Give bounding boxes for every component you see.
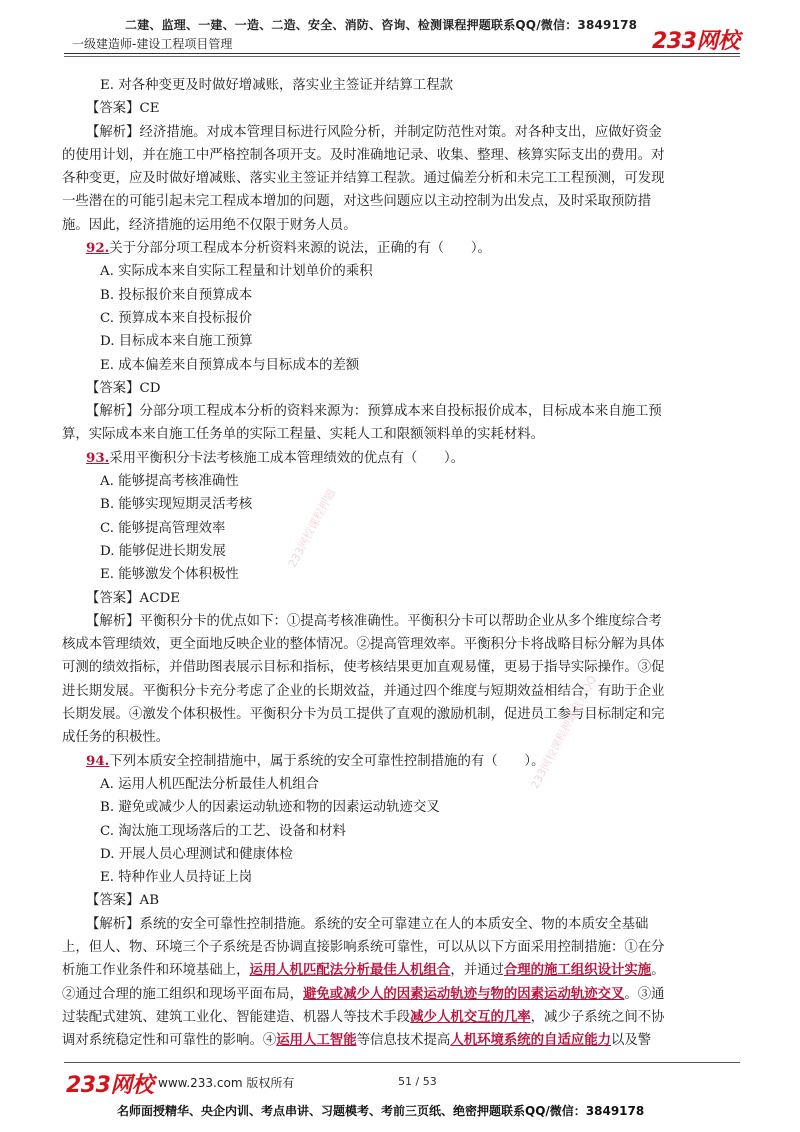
text-span: 关于分部分项工程成本分析资料来源的说法，正确的有（ ）。 (109, 241, 491, 257)
text-span: 成任务的积极性。 (62, 730, 170, 746)
header-banner: 二建、监理、一建、一造、二造、安全、消防、咨询、检测课程押题联系QQ/微信：3849178 (125, 18, 638, 32)
header-rule-thin (64, 56, 740, 57)
text-span: 可测的绩效指标，并借助图表展示目标和指标，使考核结果更加直观易懂，更易于指导实际操作。③促 (62, 660, 665, 676)
text-span: ，减少子系统之间不协 (530, 1009, 665, 1025)
text-line (86, 843, 736, 866)
text-line (86, 447, 736, 470)
watermark: 233网校课程押题联系QQ (528, 673, 599, 792)
text-span: 调对系统稳定性和可靠性的影响。④ (62, 1033, 277, 1049)
text-line (86, 773, 736, 796)
text-span: D. 开展人员心理测试和健康体检 (100, 846, 293, 862)
highlighted-text: 减少人机交互的几率 (410, 1008, 531, 1025)
text-span: 析施工作业条件和环境基础上， (62, 963, 250, 979)
text-span: 。 (651, 963, 665, 979)
text-span: E. 成本偏差来自预算成本与目标成本的差额 (100, 357, 360, 373)
text-span: E. 特种作业人员持证上岗 (100, 870, 253, 886)
page-number: 51 / 53 (398, 1075, 437, 1088)
text-span: ，并通过 (450, 963, 504, 979)
text-span: C. 预算成本来自投标报价 (100, 310, 253, 326)
text-line (86, 400, 736, 423)
text-line (62, 423, 736, 446)
text-span: 等信息技术提高 (356, 1033, 451, 1049)
footer-ad: 名师面授精华、央企内训、考点串讲、习题模考、考前三页纸、绝密押题联系QQ/微信：3849178 (117, 1104, 645, 1118)
text-span: E. 能够激发个体积极性 (100, 567, 239, 583)
text-line (62, 144, 736, 167)
text-line (62, 633, 736, 656)
text-line (86, 913, 736, 936)
highlighted-text: 运用人机匹配法分析最佳人机组合 (249, 962, 451, 979)
text-span: 上，但人、物、环境三个子系统是否协调直接影响系统可靠性，可以从以下方面采用控制措施：①在分 (62, 939, 665, 955)
text-line (86, 610, 736, 633)
text-span: ②通过合理的施工组织和现场平面布局， (62, 986, 304, 1002)
document-body (62, 74, 736, 1052)
text-line (62, 190, 736, 213)
text-line (86, 820, 736, 843)
text-span: 一些潜在的可能引起未完工程成本增加的问题，对这些问题应以主动控制为出发点，及时采取预防措 (62, 194, 652, 210)
text-span: D. 目标成本来自施工预算 (100, 334, 253, 350)
highlighted-text: 合理的施工组织设计实施 (503, 962, 652, 979)
text-span: 长期发展。④激发个体积极性。平衡积分卡为员工提供了直观的激励机制，促进员工参与目标制定和完 (62, 707, 665, 723)
text-span: C. 淘汰施工现场落后的工艺、设备和材料 (100, 823, 346, 839)
text-span: 【解析】平衡积分卡的优点如下：①提高考核准确性。平衡积分卡可以帮助企业从多个维度综合考 (86, 613, 662, 629)
text-span: 算，实际成本来自施工任务单的实际工程量、实耗人工和限额领料单的实耗材料。 (62, 427, 545, 443)
text-span: 过装配式建筑、建筑工业化、智能建造、机器人等技术手段 (62, 1009, 411, 1025)
text-span: B. 能够实现短期灵活考核 (100, 497, 253, 513)
text-line (86, 470, 736, 493)
text-span: B. 投标报价来自预算成本 (100, 287, 253, 303)
text-span: 。③通 (624, 986, 665, 1002)
header-rule (64, 53, 740, 54)
text-span: B. 避免或减少人的因素运动轨迹和物的因素运动轨迹交叉 (100, 800, 440, 816)
text-line (86, 493, 736, 516)
text-line (86, 540, 736, 563)
text-line (86, 260, 736, 283)
text-line (62, 959, 736, 982)
watermark: 233网校课程押题 (285, 486, 339, 570)
text-span: 【答案】ACDE (86, 590, 180, 606)
text-span: 各种变更，应及时做好增减账、落实业主签证并结算工程款。通过偏差分析和未完工工程预测，可发现 (62, 171, 665, 187)
text-line (62, 726, 736, 749)
text-line (62, 167, 736, 190)
footer-copyright: www.233.com 版权所有 (158, 1076, 295, 1090)
brand-logo: 233网校 (652, 29, 740, 54)
text-line (86, 517, 736, 540)
text-line (86, 97, 736, 120)
text-line (86, 796, 736, 819)
question-number: 92. (86, 240, 110, 257)
text-line (86, 563, 736, 586)
text-line (86, 74, 736, 97)
text-span: 以及警 (611, 1033, 652, 1049)
text-line (86, 889, 736, 912)
question-number: 94. (86, 752, 110, 769)
text-line (86, 866, 736, 889)
text-line (86, 284, 736, 307)
text-span: 【解析】系统的安全可靠性控制措施。系统的安全可靠建立在人的本质安全、物的本质安全基础 (86, 916, 649, 932)
text-span: 核成本管理绩效，更全面地反映企业的整体情况。②提高管理效率。平衡积分卡将战略目标分解为具体 (62, 637, 665, 653)
text-span: 施。因此，经济措施的运用绝不仅限于财务人员。 (62, 217, 357, 233)
text-span: A. 运用人机匹配法分析最佳人机组合 (100, 776, 320, 792)
text-line (62, 656, 736, 679)
text-line (62, 1029, 736, 1052)
text-line (86, 330, 736, 353)
text-span: A. 实际成本来自实际工程量和计划单价的乘积 (100, 264, 373, 280)
text-span: 【答案】AB (86, 893, 160, 909)
text-span: 采用平衡积分卡法考核施工成本管理绩效的优点有（ ）。 (109, 450, 465, 466)
text-span: 下列本质安全控制措施中，属于系统的安全可靠性控制措施的有（ ）。 (109, 753, 545, 769)
text-span: D. 能够促进长期发展 (100, 543, 226, 559)
footer-rule (64, 1062, 740, 1063)
text-line (62, 214, 736, 237)
text-span: 【答案】CE (86, 101, 160, 117)
text-line (86, 121, 736, 144)
text-span: 的使用计划，并在施工中严格控制各项开支。及时准确地记录、收集、整理、核算实际支出的费用。对 (62, 147, 665, 163)
text-line (62, 936, 736, 959)
text-span: C. 能够提高管理效率 (100, 520, 226, 536)
text-span: 【解析】经济措施。对成本管理目标进行风险分析，并制定防范性对策。对各种支出，应做好资金 (86, 124, 662, 140)
footer-logo: 233网校 (66, 1073, 154, 1098)
highlighted-text: 运用人工智能 (276, 1032, 357, 1049)
text-line (86, 307, 736, 330)
text-span: 【答案】CD (86, 380, 161, 396)
text-span: A. 能够提高考核准确性 (100, 474, 239, 490)
text-line (86, 377, 736, 400)
highlighted-text: 人机环境系统的自适应能力 (450, 1032, 612, 1049)
text-line (62, 703, 736, 726)
text-line (86, 587, 736, 610)
text-line (86, 237, 736, 260)
text-line (86, 750, 736, 773)
highlighted-text: 避免或减少人的因素运动轨迹与物的因素运动轨迹交叉 (303, 985, 625, 1002)
text-span: 进长期发展。平衡积分卡充分考虑了企业的长期效益，并通过四个维度与短期效益相结合，有助于企业 (62, 683, 665, 699)
text-line (62, 1006, 736, 1029)
question-number: 93. (86, 449, 110, 466)
text-span: 【解析】分部分项工程成本分析的资料来源为：预算成本来自投标报价成本，目标成本来自施工预 (86, 404, 662, 420)
course-title: 一级建造师-建设工程项目管理 (72, 37, 233, 51)
text-line (62, 983, 736, 1006)
text-line (86, 354, 736, 377)
text-line (62, 680, 736, 703)
text-span: E. 对各种变更及时做好增减账，落实业主签证并结算工程款 (100, 78, 454, 93)
